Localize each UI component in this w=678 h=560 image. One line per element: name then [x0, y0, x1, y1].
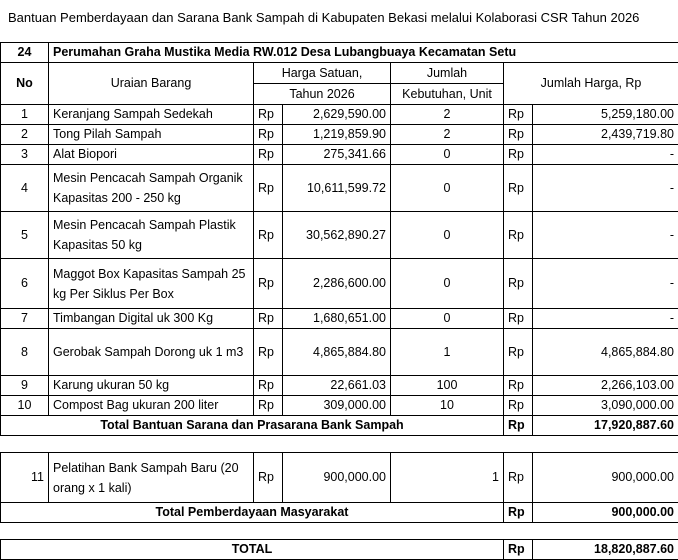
item-quantity: 0 — [391, 145, 504, 165]
grand-total-value: 18,820,887.60 — [533, 540, 678, 560]
header-qty-line1: Jumlah — [391, 63, 504, 84]
item-number: 1 — [1, 105, 49, 125]
currency-label: Rp — [254, 309, 283, 329]
item-unit-price: 30,562,890.27 — [283, 212, 391, 259]
subtotal-facilities-row — [1, 416, 678, 436]
table-row — [1, 212, 678, 259]
item-number: 8 — [1, 329, 49, 376]
item-unit-price: 2,629,590.00 — [283, 105, 391, 125]
currency-label: Rp — [254, 376, 283, 396]
currency-label: Rp — [254, 212, 283, 259]
item-total: - — [533, 309, 678, 329]
currency-label: Rp — [504, 453, 533, 503]
spacer-cell — [1, 523, 678, 540]
item-quantity: 2 — [391, 105, 504, 125]
item-number: 5 — [1, 212, 49, 259]
item-unit-price: 309,000.00 — [283, 396, 391, 416]
item-unit-price: 2,286,600.00 — [283, 259, 391, 309]
currency-label: Rp — [504, 376, 533, 396]
table-row — [1, 396, 678, 416]
currency-label: Rp — [504, 396, 533, 416]
item-name: Compost Bag ukuran 200 liter — [49, 396, 254, 416]
item-quantity: 2 — [391, 125, 504, 145]
table-row — [1, 259, 678, 309]
item-name: Mesin Pencacah Sampah Plastik Kapasitas 50 kg — [49, 212, 254, 259]
item-total: - — [533, 145, 678, 165]
item-name: Mesin Pencacah Sampah Organik Kapasitas 200 - 250 kg — [49, 165, 254, 212]
item-total: - — [533, 259, 678, 309]
item-number: 4 — [1, 165, 49, 212]
spacer-row — [1, 436, 678, 453]
currency-label: Rp — [504, 329, 533, 376]
budget-table — [0, 42, 678, 560]
item-total: - — [533, 165, 678, 212]
table-row — [1, 145, 678, 165]
item-total: 3,090,000.00 — [533, 396, 678, 416]
item-name: Tong Pilah Sampah — [49, 125, 254, 145]
item-name: Keranjang Sampah Sedekah — [49, 105, 254, 125]
currency-label: Rp — [504, 416, 533, 436]
header-row-1 — [1, 63, 678, 84]
currency-label: Rp — [254, 453, 283, 503]
location-number: 24 — [1, 43, 49, 63]
table-row — [1, 165, 678, 212]
item-number: 10 — [1, 396, 49, 416]
item-total: 4,865,884.80 — [533, 329, 678, 376]
item-quantity: 1 — [391, 329, 504, 376]
currency-label: Rp — [504, 212, 533, 259]
subtotal-facilities-label: Total Bantuan Sarana dan Prasarana Bank Sampah — [1, 416, 504, 436]
page-title: Bantuan Pemberdayaan dan Sarana Bank Sampah di Kabupaten Bekasi melalui Kolaborasi CSR Tahun 2026 — [8, 10, 639, 25]
item-total: 5,259,180.00 — [533, 105, 678, 125]
currency-label: Rp — [504, 259, 533, 309]
grand-total-label: TOTAL — [1, 540, 504, 560]
currency-label: Rp — [254, 165, 283, 212]
currency-label: Rp — [254, 145, 283, 165]
item-unit-price: 1,219,859.90 — [283, 125, 391, 145]
header-unit-price-line1: Harga Satuan, — [254, 63, 391, 84]
table-row — [1, 309, 678, 329]
currency-label: Rp — [504, 105, 533, 125]
training-unit-price: 900,000.00 — [283, 453, 391, 503]
item-name: Timbangan Digital uk 300 Kg — [49, 309, 254, 329]
item-quantity: 0 — [391, 165, 504, 212]
location-name: Perumahan Graha Mustika Media RW.012 Desa Lubangbuaya Kecamatan Setu — [49, 43, 678, 63]
item-quantity: 0 — [391, 212, 504, 259]
item-number: 6 — [1, 259, 49, 309]
table-row — [1, 105, 678, 125]
item-quantity: 0 — [391, 309, 504, 329]
header-total: Jumlah Harga, Rp — [504, 63, 678, 105]
item-quantity: 0 — [391, 259, 504, 309]
spacer-row — [1, 523, 678, 540]
subtotal-empowerment-value: 900,000.00 — [533, 503, 678, 523]
item-number: 2 — [1, 125, 49, 145]
currency-label: Rp — [504, 309, 533, 329]
table-row — [1, 125, 678, 145]
currency-label: Rp — [504, 540, 533, 560]
item-total: 2,266,103.00 — [533, 376, 678, 396]
currency-label: Rp — [254, 259, 283, 309]
item-name: Alat Biopori — [49, 145, 254, 165]
currency-label: Rp — [504, 503, 533, 523]
training-name: Pelatihan Bank Sampah Baru (20 orang x 1 kali) — [49, 453, 254, 503]
training-row — [1, 453, 678, 503]
grand-total-row — [1, 540, 678, 560]
subtotal-facilities-value: 17,920,887.60 — [533, 416, 678, 436]
item-name: Karung ukuran 50 kg — [49, 376, 254, 396]
item-total: 2,439,719.80 — [533, 125, 678, 145]
training-number: 11 — [1, 453, 49, 503]
item-unit-price: 10,611,599.72 — [283, 165, 391, 212]
item-unit-price: 275,341.66 — [283, 145, 391, 165]
item-name: Maggot Box Kapasitas Sampah 25 kg Per Siklus Per Box — [49, 259, 254, 309]
item-quantity: 10 — [391, 396, 504, 416]
subtotal-empowerment-row — [1, 503, 678, 523]
currency-label: Rp — [254, 125, 283, 145]
currency-label: Rp — [254, 105, 283, 125]
currency-label: Rp — [504, 145, 533, 165]
spacer-cell — [1, 436, 678, 453]
header-no: No — [1, 63, 49, 105]
header-qty-line2: Kebutuhan, Unit — [391, 84, 504, 105]
currency-label: Rp — [504, 165, 533, 212]
currency-label: Rp — [504, 125, 533, 145]
subtotal-empowerment-label: Total Pemberdayaan Masyarakat — [1, 503, 504, 523]
table-row — [1, 376, 678, 396]
item-number: 9 — [1, 376, 49, 396]
item-quantity: 100 — [391, 376, 504, 396]
item-number: 7 — [1, 309, 49, 329]
currency-label: Rp — [254, 329, 283, 376]
header-item: Uraian Barang — [49, 63, 254, 105]
item-total: - — [533, 212, 678, 259]
item-unit-price: 4,865,884.80 — [283, 329, 391, 376]
item-unit-price: 1,680,651.00 — [283, 309, 391, 329]
header-unit-price-line2: Tahun 2026 — [254, 84, 391, 105]
item-name: Gerobak Sampah Dorong uk 1 m3 — [49, 329, 254, 376]
currency-label: Rp — [254, 396, 283, 416]
training-total: 900,000.00 — [533, 453, 678, 503]
location-row — [1, 43, 678, 63]
table-row — [1, 329, 678, 376]
item-unit-price: 22,661.03 — [283, 376, 391, 396]
item-number: 3 — [1, 145, 49, 165]
training-quantity: 1 — [391, 453, 504, 503]
